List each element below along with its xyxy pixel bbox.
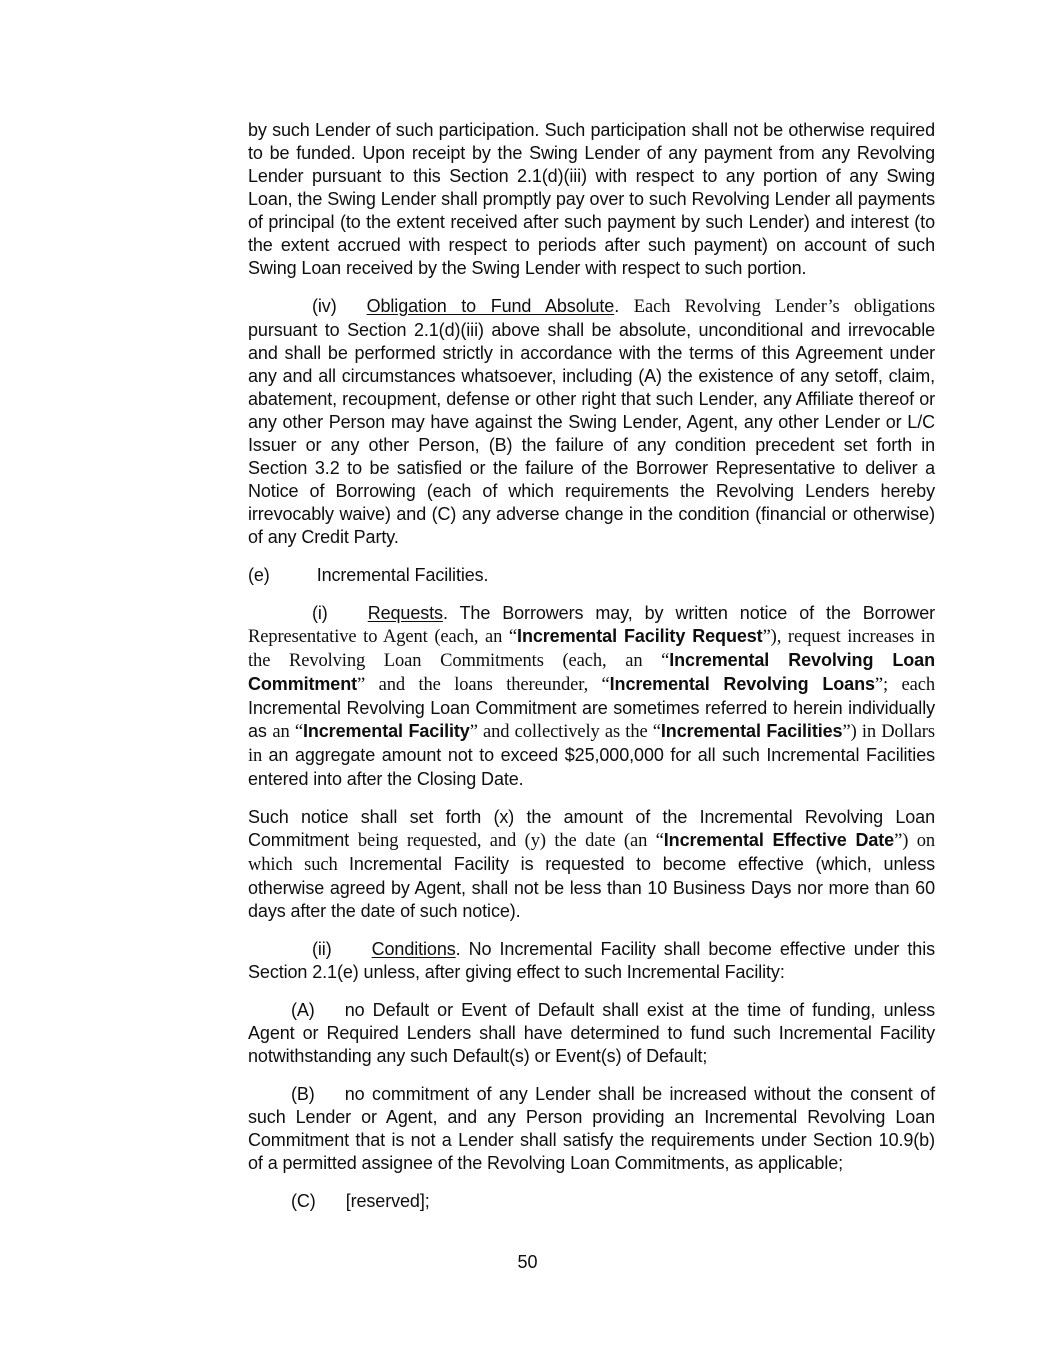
page-number: 50 — [517, 1252, 538, 1272]
page-footer — [0, 1251, 1055, 1274]
para-e-incremental-facilities-heading — [248, 564, 935, 587]
text-run: ”) in Dollars in — [248, 722, 935, 766]
text-run: [reserved]; — [345, 1191, 430, 1211]
text-run: Incremental Facilities. — [316, 565, 489, 585]
text-run: no commitment of any Lender shall be increased without the consent of such Lender or Agent, and any Person providing an Incremental Revolving Loan Commitment that is not a Lender shall satisfy the requirements under Section 10.9(b) of a permitted assignee of the Revolving Loan Commitments, as applicable; — [248, 1084, 935, 1173]
text-run: Incremental Facility — [302, 721, 470, 741]
para-c-reserved — [248, 1190, 935, 1213]
document-body — [248, 119, 935, 1213]
text-run: Such notice shall set forth (x) the amount of the Incremental Revolving Loan Commitment — [248, 807, 935, 850]
text-run: by such Lender of such participation. Such participation shall not be otherwise required to be funded. Upon receipt by the Swing Lender of any payment from any Revolving Lender pursuant to this Section 2.1(d)(iii) with respect to any portion of any Swing Loan, the Swing Lender shall promptly pay over to such Revolving Lender all payments of principal (to the extent received after such payment by such Lender) and interest (to the extent accrued with respect to periods after such payment) on account of such Swing Loan received by the Swing Lender with respect to such portion. — [248, 120, 935, 278]
text-run: (ii) — [312, 939, 332, 959]
text-run: an “ — [272, 722, 303, 742]
para-i-requests — [248, 602, 935, 791]
text-run: ”) on which such — [248, 831, 935, 875]
text-run: ” and the loans thereunder, “ — [357, 675, 610, 695]
text-run: ”; each — [874, 675, 935, 695]
text-run: Requests — [367, 603, 443, 623]
text-run: (iv) — [312, 296, 337, 316]
text-run: (B) — [291, 1084, 315, 1104]
text-run: Incremental Revolving Loan Commitment are sometimes referred to herein individually as — [248, 698, 935, 741]
text-run: ”), request increases in the Revolving Loan Commitments (each, an “ — [248, 627, 935, 671]
text-run: being requested, and (y) the date (an “ — [357, 831, 664, 851]
para-swing-loan-participation-continuation — [248, 119, 935, 280]
text-run: Incremental Revolving Loans — [609, 674, 875, 694]
text-run: . — [614, 296, 634, 316]
text-run: (e) — [248, 565, 270, 585]
para-iv-obligation-to-fund-absolute — [248, 295, 935, 549]
text-run: no Default or Event of Default shall exist at the time of funding, unless Agent or Required Lenders shall have determined to fund such Incremental Facility notwithstanding any such Default(s) or Event(s) of Default; — [248, 1000, 935, 1066]
text-run: Each Revolving Lender’s obligations — [633, 297, 936, 317]
text-run: . No Incremental Facility shall become effective under this Section 2.1(e) unless, after giving effect to such Incremental Facility: — [248, 939, 935, 982]
para-ii-conditions — [248, 938, 935, 984]
text-run: Obligation to Fund Absolute — [366, 296, 615, 316]
text-run: Incremental Facilities — [660, 721, 843, 741]
text-run: (i) — [312, 603, 328, 623]
text-run: . The Borrowers may, by written notice of the Borrower — [442, 603, 935, 623]
para-b-commitment-increase-consent — [248, 1083, 935, 1175]
text-run: Incremental Facility is requested to become effective (which, unless otherwise agreed by Agent, shall not be less than 10 Business Days nor more than 60 days after the date of such notice). — [248, 854, 935, 921]
text-run: (C) — [291, 1191, 316, 1211]
para-incremental-notice-requirements — [248, 806, 935, 923]
text-run: ” and collectively as the “ — [469, 722, 661, 742]
text-run: Conditions — [371, 939, 456, 959]
text-run: an aggregate amount not to exceed $25,000,000 for all such Incremental Facilities entered into after the Closing Date. — [248, 745, 935, 789]
text-run: Incremental Effective Date — [663, 830, 895, 850]
text-run: Incremental Revolving Loan Commitment — [248, 650, 935, 694]
text-run: Representative to Agent (each, an “ — [248, 627, 518, 647]
text-run: pursuant to Section 2.1(d)(iii) above shall be absolute, unconditional and irrevocable and shall be performed strictly in accordance with the terms of this Agreement under any and all circumstances whatsoever, including (A) the existence of any setoff, claim, abatement, recoupment, defense or other right that such Lender, any Affiliate thereof or any other Person may have against the Swing Lender, Agent, any other Lender or L/C Issuer or any other Person, (B) the failure of any condition precedent set forth in Section 3.2 to be satisfied or the failure of the Borrower Representative to deliver a Notice of Borrowing (each of which requirements the Revolving Lenders hereby irrevocably waive) and (C) any adverse change in the condition (financial or otherwise) of any Credit Party. — [248, 320, 935, 547]
text-run: Incremental Facility Request — [517, 626, 763, 646]
text-run: (A) — [291, 1000, 315, 1020]
para-a-no-default — [248, 999, 935, 1068]
